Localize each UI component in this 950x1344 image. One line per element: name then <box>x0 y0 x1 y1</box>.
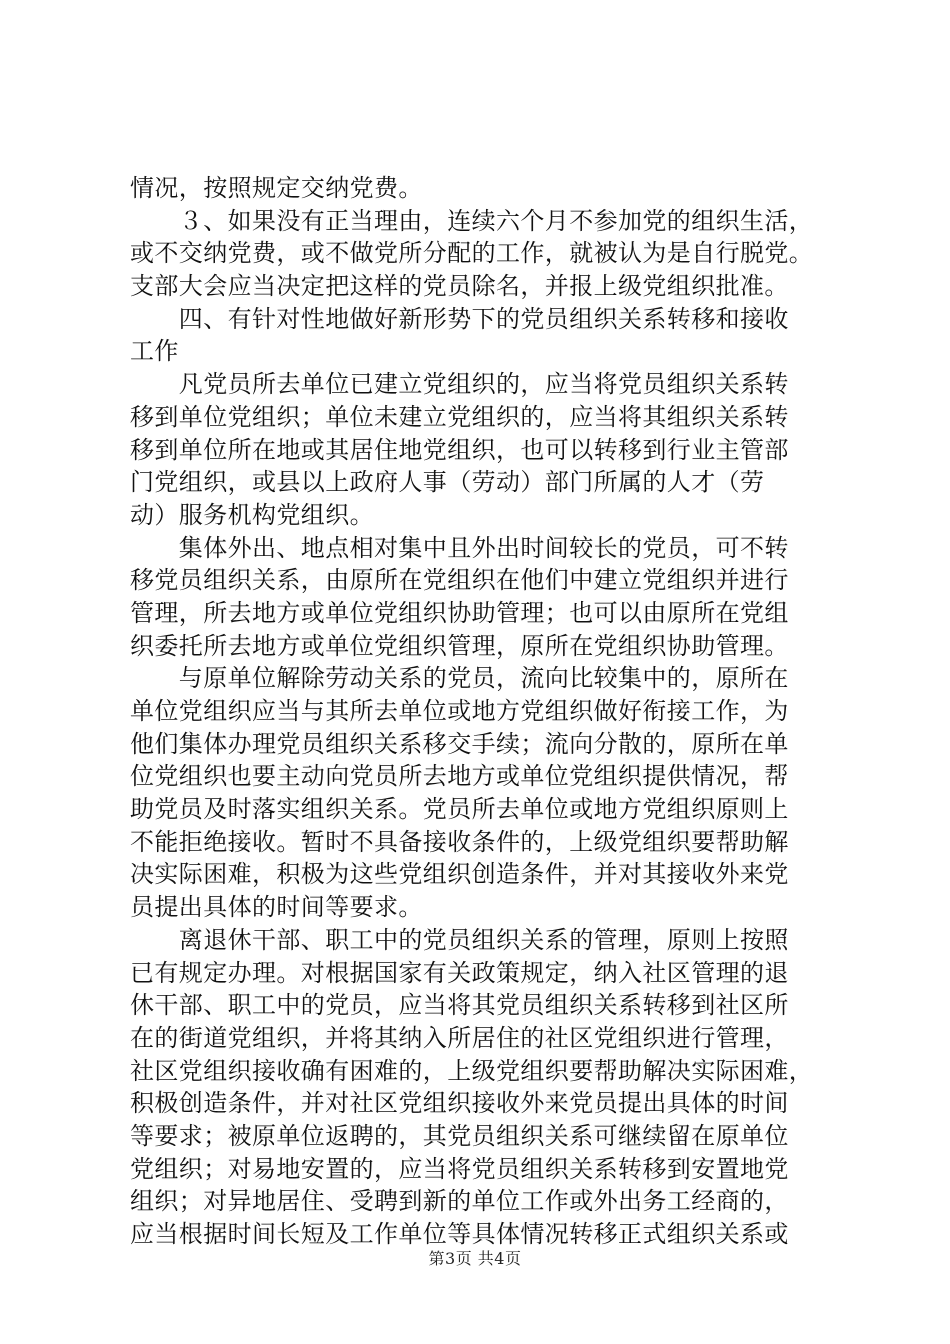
text-line: 位党组织也要主动向党员所去地方或单位党组织提供情况，帮 <box>130 762 789 791</box>
text-line: 或不交纳党费，或不做党所分配的工作，就被认为是自行脱党。 <box>130 239 814 268</box>
text-line: 不能拒绝接收。暂时不具备接收条件的，上级党组织要帮助解 <box>130 827 789 856</box>
text-line: 门党组织，或县以上政府人事（劳动）部门所属的人才（劳 <box>130 468 765 497</box>
text-line: 集体外出、地点相对集中且外出时间较长的党员，可不转 <box>130 533 789 562</box>
text-line: 与原单位解除劳动关系的党员，流向比较集中的，原所在 <box>130 664 789 693</box>
text-line: 应当根据时间长短及工作单位等具体情况转移正式组织关系或 <box>130 1220 789 1248</box>
text-line: 凡党员所去单位已建立党组织的，应当将党员组织关系转 <box>130 370 789 399</box>
text-line: 党组织；对易地安置的，应当将党员组织关系转移到安置地党 <box>130 1154 789 1183</box>
text-line: 决实际困难，积极为这些党组织创造条件，并对其接收外来党 <box>130 860 789 889</box>
text-line: 移到单位党组织；单位未建立党组织的，应当将其组织关系转 <box>130 402 789 431</box>
text-line: 织委托所去地方或单位党组织管理，原所在党组织协助管理。 <box>130 631 789 660</box>
text-line: 他们集体办理党员组织关系移交手续；流向分散的，原所在单 <box>130 729 789 758</box>
text-line: 情况，按照规定交纳党费。 <box>130 174 423 202</box>
text-line: 员提出具体的时间等要求。 <box>130 893 423 922</box>
text-line: 已有规定办理。对根据国家有关政策规定，纳入社区管理的退 <box>130 958 789 987</box>
text-line: 移到单位所在地或其居住地党组织，也可以转移到行业主管部 <box>130 435 789 464</box>
text-line: 管理，所去地方或单位党组织协助管理；也可以由原所在党组 <box>130 598 789 627</box>
text-line: 等要求；被原单位返聘的，其党员组织关系可继续留在原单位 <box>130 1121 789 1150</box>
page-number-label: 第3页 共4页 <box>428 1249 522 1268</box>
section-heading-line: 四、有针对性地做好新形势下的党员组织关系转移和接收 <box>130 304 789 333</box>
text-line: 积极创造条件，并对社区党组织接收外来党员提出具体的时间 <box>130 1089 789 1118</box>
page-footer <box>0 1246 950 1269</box>
text-line: 助党员及时落实组织关系。党员所去单位或地方党组织原则上 <box>130 795 789 824</box>
text-line: 组织；对异地居住、受聘到新的单位工作或外出务工经商的， <box>130 1187 789 1216</box>
section-heading-line: 工作 <box>130 337 179 366</box>
document-body <box>130 172 850 1251</box>
text-line: 社区党组织接收确有困难的，上级党组织要帮助解决实际困难， <box>130 1056 814 1085</box>
text-line: 离退休干部、职工中的党员组织关系的管理，原则上按照 <box>130 925 789 954</box>
text-line: 动）服务机构党组织。 <box>130 500 374 529</box>
text-line: 在的街道党组织，并将其纳入所居住的社区党组织进行管理， <box>130 1023 789 1052</box>
text-line: 休干部、职工中的党员，应当将其党员组织关系转移到社区所 <box>130 991 789 1020</box>
text-line: 支部大会应当决定把这样的党员除名，并报上级党组织批准。 <box>130 272 789 301</box>
text-line: 移党员组织关系，由原所在党组织在他们中建立党组织并进行 <box>130 566 789 595</box>
text-line: ３、如果没有正当理由，连续六个月不参加党的组织生活， <box>130 206 814 235</box>
text-line: 单位党组织应当与其所去单位或地方党组织做好衔接工作，为 <box>130 697 789 725</box>
